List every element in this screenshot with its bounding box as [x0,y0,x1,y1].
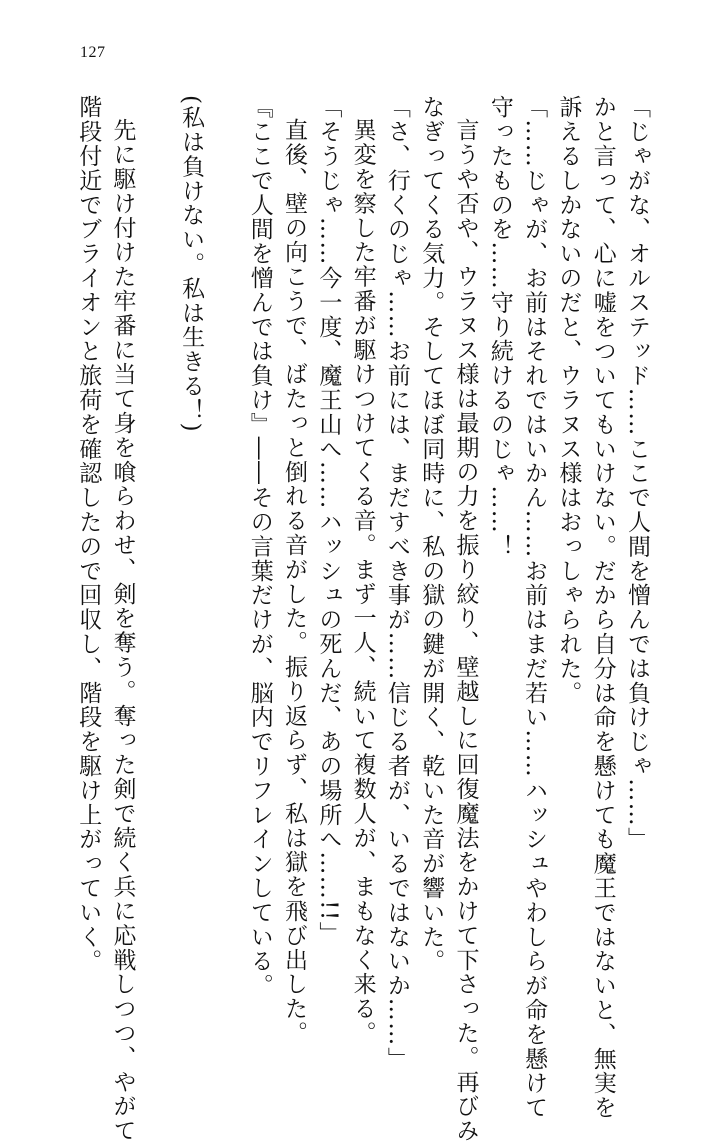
text-line: 先に駆け付けた牢番に当て身を喰らわせ、剣を奪う。奪った剣で続く兵に応戦しつつ、やがて [109,118,136,1143]
text-line: 「……じゃが、お前はそれではいかん……お前はまだ若い……ハッシュやわしらが命を懸けて [521,95,548,1120]
text-line: 言うや否や、ウラヌス様は最期の力を振り絞り、壁越しに回復魔法をかけて下さった。再びみ [452,118,479,1143]
text-line: なぎってくる気力。そしてほぼ同時に、私の獄の鍵が開く、乾いた音が響いた。 [418,95,445,974]
text-line: 「そうじゃ……今一度、魔王山へ……ハッシュの死んだ、あの場所へ……!!」 [315,95,342,946]
text-line: 「さ、行くのじゃ……お前には、まだすべき事が……信じる者が、いるではないか……」 [383,95,410,1071]
blank-line [208,95,242,965]
text-line: かと言って、心に嘘をついてもいけない。だから自分は命を懸けても魔王ではないと、無実を [589,95,616,1120]
text-line: 階段付近でブライオンと旅荷を確認したので回収し、階段を駆け上がっていく。 [75,95,102,974]
text-line: 訴えるしかないのだと、ウラヌス様はおっしゃられた。 [555,95,582,705]
text-line: 守ったものを……守り続けるのじゃ……！ [486,95,513,559]
text-line: 異変を察した牢番が駆けつけてくる音。まず一人、続いて複数人が、まもなく来る。 [349,118,376,1046]
text-line: (私は負けない。私は生きる！) [178,95,205,433]
text-line: 「じゃがな、オルステッド……ここで人間を憎んでは負けじゃ……」 [624,95,650,852]
blank-line [140,95,174,965]
body-text [75,95,654,1143]
text-line: 直後、壁の向こうで、ばたっと倒れる音がした。振り返らず、私は獄を飛び出した。 [281,118,308,1046]
text-line: 『ここで人間を憎んでは負け』――その言葉だけが、脳内でリフレインしている。 [246,95,273,998]
page-number: 127 [80,44,106,61]
